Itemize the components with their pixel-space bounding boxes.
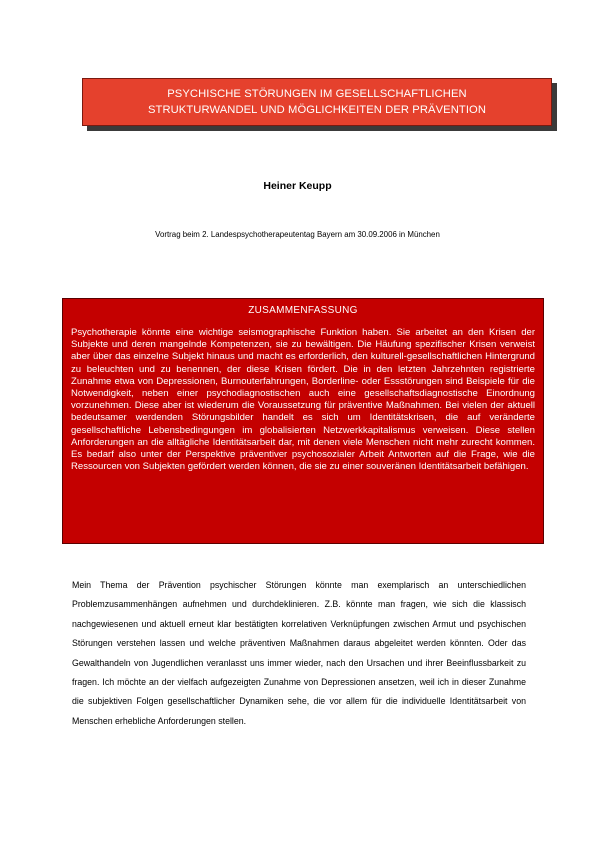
title-line-2: STRUKTURWANDEL UND MÖGLICHKEITEN DER PRÄVENTION [147, 104, 487, 116]
author-name: Heiner Keupp [263, 180, 332, 192]
title-box [82, 78, 552, 126]
talk-info: Vortrag beim 2. Landespsychotherapeutentag Bayern am 30.09.2006 in München [155, 230, 440, 239]
summary-heading: ZUSAMMENFASSUNG [248, 305, 358, 316]
body-paragraph: Mein Thema der Prävention psychischer Störungen könnte man exemplarisch an unterschiedlichen Problemzusammenhängen aufnehmen und durchdeklinieren. Z.B. könnte man fragen, wie sich die klassisch nachgewiesenen und aktuell erneut klar bestätigten korrelativen Verknüpfungen zwischen Armut und psychischen Störungen verstehen lassen und welche präventiven Maßnahmen daraus abgeleitet werden könnten. Oder das Gewalthandeln von Jugendlichen veranlasst uns immer wieder, nach den Ursachen und ihrer Beeinflussbarkeit zu fragen. Ich möchte an der vielfach aufgezeigten Zunahme von Depressionen ansetzen, weil ich in dieser Zunahme die subjektiven Folgen gesellschaftlicher Dynamiken sehe, die vor allem für die individuelle Identitätsarbeit von Menschen erhebliche Anforderungen stellen. [72, 580, 526, 726]
summary-box [62, 298, 544, 544]
title-line-1: PSYCHISCHE STÖRUNGEN IM GESELLSCHAFTLICHEN [167, 88, 467, 100]
summary-text: Psychotherapie könnte eine wichtige seismographische Funktion haben. Sie arbeitet an den Krisen der Subjekte und deren mangelnde Kompetenzen, sie zu bewältigen. Die Häufung spezifischer Krisen verweist aber über das einzelne Subjekt hinaus und macht es erforderlich, den kulturell-gesellschaftlichen Hintergrund zu beleuchten und zu benennen, der diese Krisen fördert. Die in den letzten Jahrzehnten registrierte Zunahme etwa von Depressionen, Burnouterfahrungen, Borderline- oder Essstörungen sind Beispiele für die Notwendigkeit, neben einer psychodiagnostischen auch eine gesellschaftsdiagnostische Einordnung vorzunehmen. Diese aber ist wiederum die Voraussetzung für präventive Maßnahmen. Bei vielen der aktuell bedeutsamer werdenden Störungsbilder handelt es sich um Identitätskrisen, die auf veränderte gesellschaftliche Lebensbedingungen im globalisierten Netzwerkkapitalismus verweisen. Diese stellen Anforderungen an die alltägliche Identitätsarbeit dar, mit denen viele Menschen nicht mehr zurecht kommen. Es bedarf also unter der Perspektive präventiver psychosozialer Arbeit Antworten auf die Frage, wie die Ressourcen von Subjekten gefördert werden können, die sie zu einer souveränen Identitätsarbeit befähigen. [71, 327, 535, 473]
